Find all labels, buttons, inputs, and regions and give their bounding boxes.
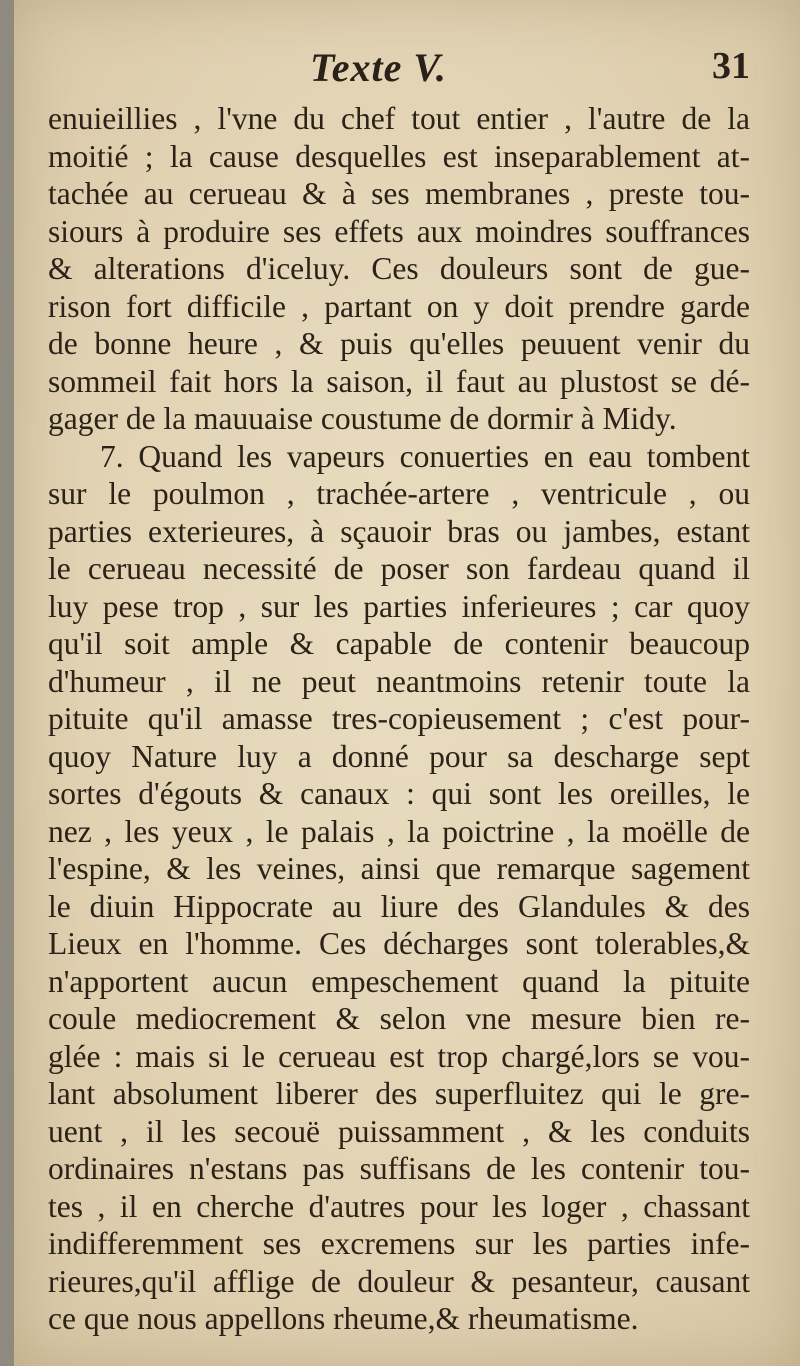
text-line: rison fort difficile , partant on y doit prendre garde [48, 288, 750, 324]
text-line: rieures,qu'il afflige de douleur & pesanteur, causant [48, 1263, 750, 1299]
text-line: glée : mais si le cerueau est trop chargé,lors se vou- [48, 1038, 750, 1074]
text-line: sur le poulmon , trachée-artere , ventricule , ou [48, 476, 750, 511]
text-line: moitié ; la cause desquelles est inseparablement at- [48, 138, 750, 174]
text-line: tes , il en cherche d'autres pour les loger , chassant [48, 1188, 750, 1224]
text-line: ce que nous appellons rheume,& rheumatisme. [48, 1301, 639, 1336]
paragraph-start-line: 7. Quand les vapeurs conuerties en eau tombent [100, 438, 750, 474]
book-page [14, 0, 800, 1366]
text-line: d'humeur , il ne peut neantmoins retenir toute la [48, 663, 750, 699]
text-line: pituite qu'il amasse tres-copieusement ; c'est pour- [48, 701, 750, 736]
text-line: tachée au cerueau & à ses membranes , preste tou- [48, 176, 750, 211]
text-line: indifferemment ses excremens sur les parties infe- [48, 1226, 750, 1261]
text-line: l'espine, & les veines, ainsi que remarque sagement [48, 851, 750, 886]
text-line: Lieux en l'homme. Ces décharges sont tolerables,& [48, 926, 750, 961]
text-line: ordinaires n'estans pas suffisans de les contenir tou- [48, 1151, 750, 1186]
text-line: siours à produire ses effets aux moindres souffrances [48, 213, 750, 249]
text-line: sommeil fait hors la saison, il faut au plustost se dé- [48, 363, 750, 399]
text-line: le diuin Hippocrate au liure des Glandules & des [48, 888, 750, 924]
page-number: 31 [712, 45, 750, 87]
page-header [14, 44, 800, 104]
text-line: gager de la mauuaise coustume de dormir à Midy. [48, 401, 677, 436]
text-line: parties exterieures, à sçauoir bras ou jambes, estant [48, 513, 750, 549]
text-line: enuieillies , l'vne du chef tout entier , l'autre de la [48, 101, 750, 136]
text-line: nez , les yeux , le palais , la poictrine , la moëlle de [48, 813, 750, 849]
text-line: lant absolument liberer des superfluitez qui le gre- [48, 1076, 750, 1111]
text-line: uent , il les secouë puissamment , & les conduits [48, 1113, 750, 1149]
text-line: le cerueau necessité de poser son fardeau quand il [48, 551, 750, 586]
body-text [48, 100, 750, 1338]
text-line: sortes d'égouts & canaux : qui sont les oreilles, le [48, 776, 750, 811]
text-line: de bonne heure , & puis qu'elles peuuent venir du [48, 326, 750, 361]
text-line: & alterations d'iceluy. Ces douleurs sont de gue- [48, 251, 750, 286]
text-line: luy pese trop , sur les parties inferieures ; car quoy [48, 588, 750, 624]
text-line: n'apportent aucun empeschement quand la pituite [48, 963, 750, 999]
running-title: Texte V. [310, 45, 447, 90]
text-line: coule mediocrement & selon vne mesure bien re- [48, 1001, 750, 1036]
text-line: quoy Nature luy a donné pour sa descharge sept [48, 738, 750, 774]
text-line: qu'il soit ample & capable de contenir beaucoup [48, 626, 750, 661]
